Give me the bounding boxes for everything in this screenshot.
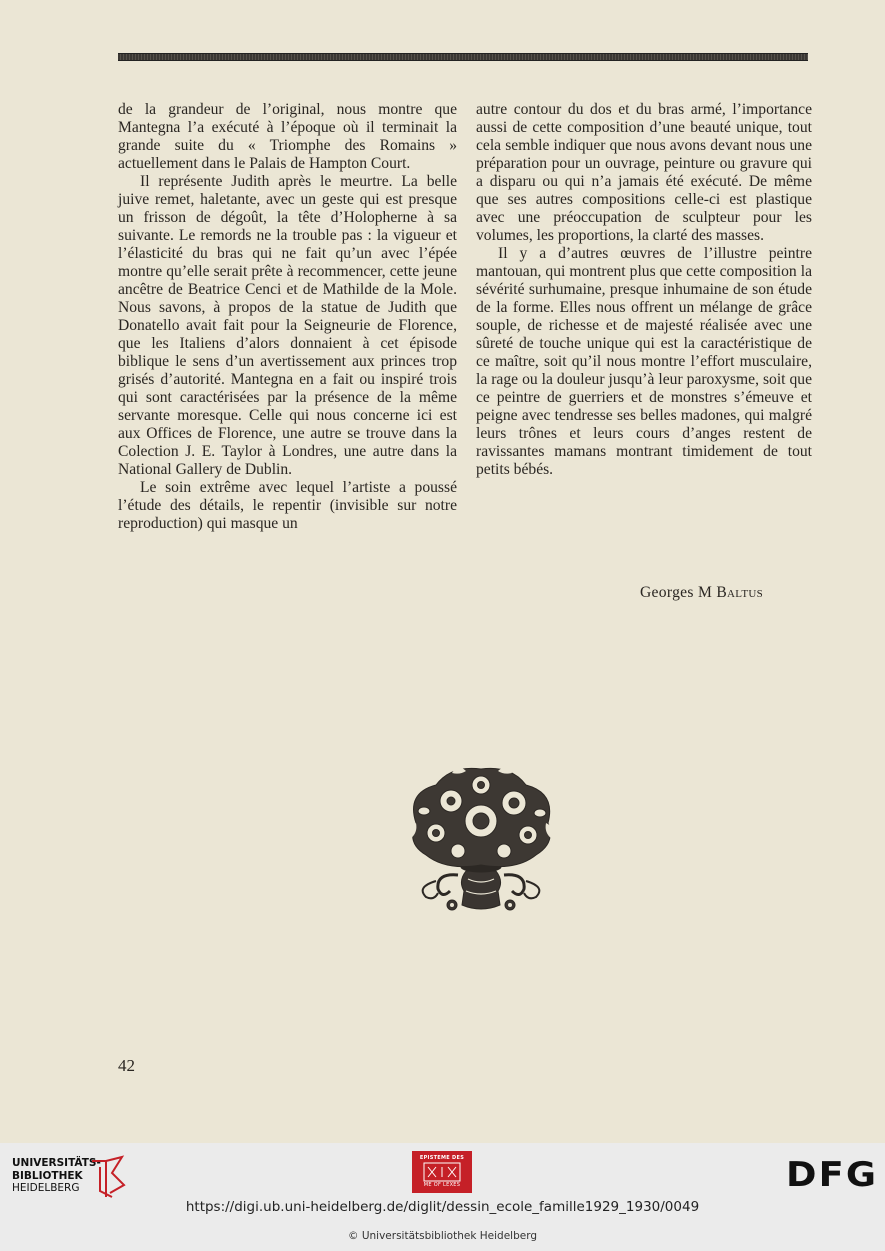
copyright-notice: © Universitätsbibliothek Heidelberg bbox=[347, 1230, 537, 1242]
permalink-url[interactable]: https://digi.ub.uni-heidelberg.de/diglit/dessin_ecole_famille1929_1930/0049 bbox=[185, 1199, 700, 1215]
header-rule bbox=[118, 53, 808, 61]
author-last-name: Baltus bbox=[716, 584, 763, 601]
epistemes-logo-subtext: ME OF LEXES bbox=[423, 1182, 461, 1188]
paragraph: Il représente Judith après le meurtre. La belle juive remet, haletante, avec un geste qui est presque un frisson de dégoût, la tête d’Holopherne à sa suivante. Le remords ne la trouble pas : la vigueur et l’élasticité du bras qui ne fait qu’un avec l’épée montre qu’elle serait prête à recommencer, cette jeune ancêtre de Beatrice Cenci et de Mathilde de la Mole. Nous savons, à propos de la statue de Judith que Donatello avait fait pour la Seigneurie de Florence, que les Italiens d’alors donnaient à cet épisode biblique le sens d’un avertissement aux princes trop grisés d’autorité. Mantegna en a fait ou inspiré trois qui sont caractérisées par la présence de la même servante moresque. Celle qui nous concerne ici est aux Offices de Florence, une autre se trouve dans la Colection J. E. Taylor à Londres, une autre dans la National Gallery de Dublin. bbox=[118, 173, 457, 478]
author-first-name: Georges M bbox=[640, 584, 713, 601]
ub-heidelberg-logo-icon bbox=[90, 1155, 126, 1199]
paragraph: Il y a d’autres œuvres de l’illustre peintre mantouan, qui montrent plus que cette composition la sévérité surhumaine, presque inhumaine de son étude de la forme. Elles nous offrent un mélange de grâce souple, de richesse et de majesté réalisée avec une sûreté de touche unique qui est la caractéristique de ce maître, soit qu’il nous montre l’effort musculaire, la rage ou la douleur jusqu’à leur paroxysme, soit que ce peintre de guerriers et de monstres s’émeuve et peigne avec tendresse ses belles madones, qui malgré leurs trônes et leurs cours d’anges restent de ravissantes mamans montrant timidement de tout petits bébés. bbox=[476, 245, 812, 478]
left-column bbox=[118, 101, 457, 533]
epistemes-logo[interactable] bbox=[412, 1151, 472, 1193]
right-column bbox=[476, 101, 812, 479]
library-name-line: HEIDELBERG bbox=[12, 1182, 80, 1194]
paragraph: autre contour du dos et du bras armé, l’importance aussi de cette composition d’une beauté unique, tout cela semble indiquer que nous avons devant nous une préparation pour un ouvrage, peinture ou gravure qui a disparu ou qui n’a jamais été exécuté. De même que ses autres compositions celle-ci est plastique avec une préoccupation de sculpteur pour les volumes, les proportions, la clarté des masses. bbox=[476, 101, 812, 244]
library-name-line: BIBLIOTHEK bbox=[12, 1169, 83, 1182]
university-library-name bbox=[12, 1157, 101, 1195]
library-name-line: UNIVERSITÄTS- bbox=[12, 1157, 101, 1169]
epistemes-logo-text: EPISTEME DES bbox=[419, 1155, 465, 1161]
flower-vase-ornament-icon bbox=[396, 763, 566, 915]
viewer-footer bbox=[0, 1143, 885, 1251]
paragraph: de la grandeur de l’original, nous montre que Mantegna l’a exécuté à l’époque où il terminait la grande suite du « Triomphe des Romains » actuellement dans le Palais de Hampton Court. bbox=[118, 101, 457, 172]
page-number: 42 bbox=[118, 1056, 135, 1075]
author-signature bbox=[640, 584, 763, 602]
university-library-logo[interactable] bbox=[12, 1153, 132, 1201]
paragraph: Le soin extrême avec lequel l’artiste a poussé l’étude des détails, le repentir (invisible sur notre reproduction) qui masque un bbox=[118, 479, 457, 532]
dfg-logo-icon[interactable]: DFG bbox=[786, 1155, 879, 1195]
